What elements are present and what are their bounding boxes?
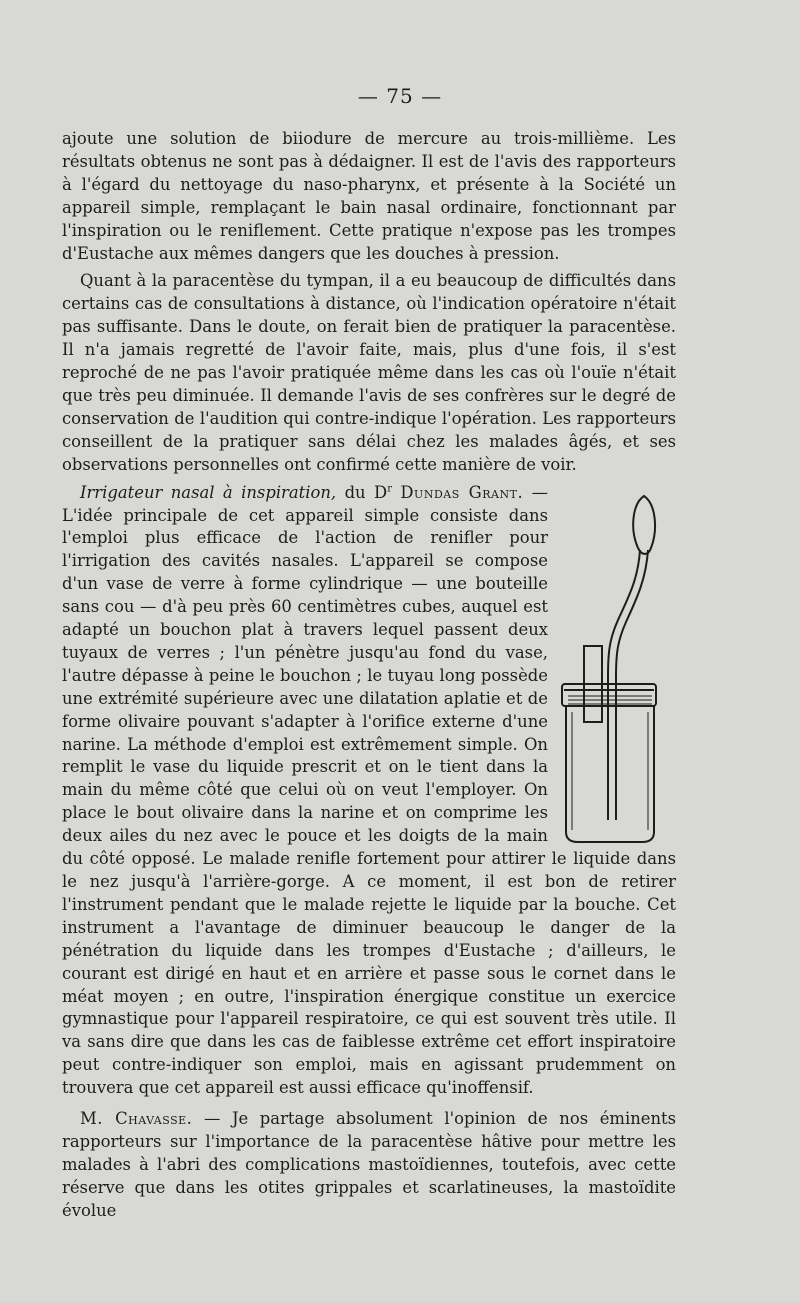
section-title: Irrigateur nasal à inspiration, <box>80 482 337 502</box>
chavasse-body: — Je partage absolument l'opinion de nos éminents rapporteurs sur l'importance de la paracentèse hâtive pour mettre les malades à l'abri des complications mastoïdiennes, toutefois, avec cette réserve que dans les otites grippales et scarlatineuses, la mastoïdite évolue <box>62 1109 676 1220</box>
paragraph-irrigateur <box>62 482 676 1100</box>
paragraph-paracentese: Quant à la paracentèse du tympan, il a eu beaucoup de difficultés dans certains cas de consultations à distance, où l'indication opératoire n'était pas suffisante. Dans le doute, on ferait bien de pratiquer la paracentèse. Il n'a jamais regretté de l'avoir faite, mais, plus d'une fois, il s'est reproché de ne pas l'avoir pratiquée même dans les cas où l'ouïe n'était que très peu diminuée. Il demande l'avis de ses confrères sur le degré de conservation de l'audition qui contre-indique l'opération. Les rapporteurs conseillent de la pratiquer sans délai chez les malades âgés, et ses observations personnelles ont confirmé cette manière de voir. <box>62 271 676 474</box>
page-number: — 75 — <box>357 84 443 108</box>
irrigator-illustration <box>560 490 676 845</box>
olive-tip <box>633 496 655 554</box>
irrigateur-body: — L'idée principale de cet appareil simple consiste dans l'emploi plus efficace de l'action de renifler pour l'irrigation des cavités nasales. L'appareil se compose d'un vase de verre à forme cylindrique — une bouteille sans cou — d'à peu près 60 centimètres cubes, auquel est adapté un bouchon plat à travers lequel passent deux tuyaux de verres ; l'un pénètre jusqu'au fond du vase, l'autre dépasse à peine le bouchon ; le tuyau long possède une extrémité supérieure avec une dilatation aplatie et de forme olivaire pouvant s'adapter à l'orifice externe d'une narine. La méthode d'emploi est extrêmement simple. On remplit le vase du liquide prescrit et on le tient dans la main du même côté que celui où on veut l'employer. On place le bout olivaire dans la narine et on comprime les deux ailes du nez avec le pouce et les doigts de la main du côté opposé. Le malade renifle fortement pour attirer le liquide dans le nez jusqu'à l'arrière-gorge. A ce moment, il est bon de retirer l'instrument pendant que le malade rejette le liquide par la bouche. Cet instrument a l'avantage de diminuer beaucoup le danger de la pénétration du liquide dans les trompes d'Eustache ; d'ailleurs, le courant est dirigé en haut et en arrière et passe sous le cornet dans le méat moyen ; en outre, l'inspiration énergique constitue un exercice gymnastique pour l'appareil respiratoire, ce qui est souvent très utile. Il va sans dire que dans les cas de faiblesse extrême cet effort inspiratoire peut contre-indiquer son emploi, mais en agissant prudemment on trouvera que cet appareil est aussi efficace qu'inoffensif. <box>62 482 676 1098</box>
paragraph-continuation: ajoute une solution de biiodure de mercure au trois-millième. Les résultats obtenus ne sont pas à dédaigner. Il est de l'avis des rapporteurs à l'égard du nettoyage du naso-pharynx, et présente à la Société un appareil simple, remplaçant le bain nasal ordinaire, fonctionnant par l'inspiration ou le reniflement. Cette pratique n'expose pas les trompes d'Eustache aux mêmes dangers que les douches à pression. <box>62 129 676 263</box>
du-word: du <box>344 482 366 502</box>
body-text <box>62 128 676 1228</box>
paragraph-chavasse <box>62 1108 676 1223</box>
author-name: Dundas Grant. <box>400 482 524 502</box>
glass-vessel <box>566 706 654 842</box>
dr-abbrev: D <box>374 482 388 502</box>
dr-sup: r <box>387 483 392 495</box>
short-tube <box>584 646 602 684</box>
speaker-name: M. Chavasse. <box>80 1109 193 1129</box>
